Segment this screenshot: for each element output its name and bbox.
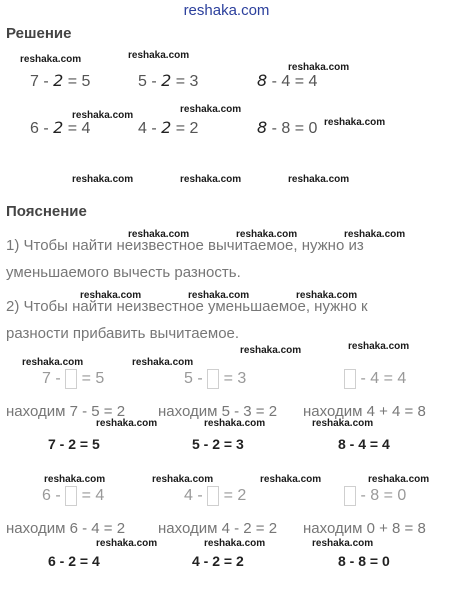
finding-text: находим 7 - 5 = 2 (6, 403, 126, 420)
finding-text: находим 0 + 8 = 8 (303, 520, 426, 537)
result-equation: 6 - 2 = 4 (48, 553, 100, 569)
solution-equation: 8 - 4 = 4 (257, 71, 318, 90)
watermark: reshaka.com (132, 357, 194, 368)
watermark: reshaka.com (72, 174, 134, 185)
watermark: reshaka.com (288, 62, 350, 73)
watermark: reshaka.com (368, 474, 430, 485)
result-equation: 4 - 2 = 2 (192, 553, 244, 569)
task-equation: 5 - = 3 (184, 370, 247, 388)
watermark: reshaka.com (20, 54, 82, 65)
solution-equation: 7 - 2 = 5 (30, 71, 91, 90)
handwritten-digit: 2 (161, 71, 172, 90)
blank-box (65, 369, 77, 389)
result-equation: 7 - 2 = 5 (48, 436, 100, 452)
watermark: reshaka.com (22, 357, 84, 368)
watermark: reshaka.com (260, 474, 322, 485)
site-title[interactable]: reshaka.com (183, 2, 270, 19)
result-equation: 5 - 2 = 3 (192, 436, 244, 452)
watermark: reshaka.com (348, 341, 410, 352)
task-equation: - 4 = 4 (344, 369, 406, 389)
watermark: reshaka.com (72, 110, 134, 121)
watermark: reshaka.com (188, 290, 250, 301)
watermark: reshaka.com (240, 345, 302, 356)
solution-equation: 4 - 2 = 2 (138, 118, 199, 137)
watermark: reshaka.com (44, 474, 106, 485)
watermark: reshaka.com (180, 104, 242, 115)
handwritten-digit: 8 (257, 118, 268, 137)
blank-box (207, 369, 219, 389)
watermark: reshaka.com (236, 229, 298, 240)
watermark: reshaka.com (80, 290, 142, 301)
handwritten-digit: 2 (53, 118, 64, 137)
task-equation: 6 - = 4 (42, 487, 105, 505)
finding-text: находим 5 - 3 = 2 (158, 403, 278, 420)
watermark: reshaka.com (324, 117, 386, 128)
task-equation: - 8 = 0 (344, 486, 406, 506)
watermark: reshaka.com (152, 474, 214, 485)
watermark: reshaka.com (128, 50, 190, 61)
explanation-heading: Пояснение (6, 203, 87, 220)
task-equation: 7 - = 5 (42, 370, 105, 388)
watermark: reshaka.com (312, 418, 374, 429)
result-equation: 8 - 8 = 0 (338, 553, 390, 569)
rule-text: уменьшаемого вычесть разность. (6, 264, 241, 281)
solution-equation: 6 - 2 = 4 (30, 118, 91, 137)
task-equation: 4 - = 2 (184, 487, 247, 505)
watermark: reshaka.com (204, 538, 266, 549)
watermark: reshaka.com (96, 418, 158, 429)
watermark: reshaka.com (288, 174, 350, 185)
solution-equation: 8 - 8 = 0 (257, 118, 318, 137)
finding-text: находим 4 + 4 = 8 (303, 403, 426, 420)
rule-text: 1) Чтобы найти неизвестное вычитаемое, нужно из (6, 237, 364, 254)
finding-text: находим 6 - 4 = 2 (6, 520, 126, 537)
watermark: reshaka.com (312, 538, 374, 549)
watermark: reshaka.com (128, 229, 190, 240)
blank-box (65, 486, 77, 506)
watermark: reshaka.com (204, 418, 266, 429)
watermark: reshaka.com (344, 229, 406, 240)
rule-text: разности прибавить вычитаемое. (6, 325, 240, 342)
blank-box (344, 486, 356, 506)
watermark: reshaka.com (96, 538, 158, 549)
rule-text: 2) Чтобы найти неизвестное уменьшаемое, нужно к (6, 298, 368, 315)
handwritten-digit: 2 (161, 118, 172, 137)
watermark: reshaka.com (180, 174, 242, 185)
blank-box (207, 486, 219, 506)
finding-text: находим 4 - 2 = 2 (158, 520, 278, 537)
result-equation: 8 - 4 = 4 (338, 436, 390, 452)
solution-heading: Решение (6, 25, 72, 42)
blank-box (344, 369, 356, 389)
handwritten-digit: 8 (257, 71, 268, 90)
handwritten-digit: 2 (53, 71, 64, 90)
solution-equation: 5 - 2 = 3 (138, 71, 199, 90)
watermark: reshaka.com (296, 290, 358, 301)
